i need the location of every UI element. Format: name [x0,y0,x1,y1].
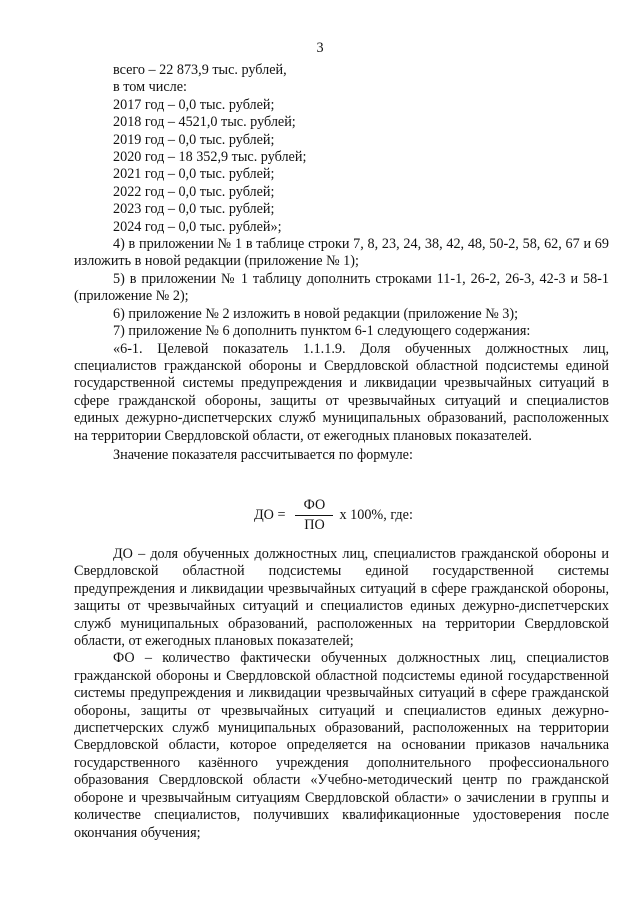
funding-block [74,62,609,464]
funding-year-2021: 2021 год – 0,0 тыс. рублей; [113,166,275,183]
formula [254,497,413,535]
funding-year-2019: 2019 год – 0,0 тыс. рублей; [113,131,275,148]
funding-year-2018: 2018 год – 4521,0 тыс. рублей; [113,114,296,131]
funding-year-2023: 2023 год – 0,0 тыс. рублей; [113,201,275,218]
formula-fraction [295,497,333,535]
definition-fo: ФО – количество фактически обученных должностных лиц, специалистов гражданской обороны и Свердловской областной подсистемы единой государственной системы предупреждения и ликвидации чрезвычайных ситуаций в сфере гражданской обороны, защиты от чрезвычайных ситуаций и специалистов единых дежурно-диспетчерских служб муниципальных образований, расположенных на территории Свердловской области, которое определяется на основании приказов начальника государственного казённого учреждения дополнительного профессионального образования Свердловской области «Учебно-методический центр по гражданской обороне и чрезвычайным ситуациям Свердловской области» о зачислении в группы и количестве специалистов, получивших квалификационные удостоверения после окончания обучения; [74,650,609,841]
formula-denominator: ПО [304,517,325,534]
definition-do: ДО – доля обученных должностных лиц, специалистов гражданской обороны и Свердловской областной подсистемы единой государственной системы предупреждения и ликвидации чрезвычайных ситуаций в сфере гражданской обороны, защиты от чрезвычайных ситуаций и специалистов единых дежурно-диспетчерских служб муниципальных образований, расположенных на территории Свердловской области, от ежегодных плановых показателей; [74,546,609,650]
funding-year-2017: 2017 год – 0,0 тыс. рублей; [113,96,275,113]
page-number: 3 [316,40,324,56]
item-4: 4) в приложении № 1 в таблице строки 7, 8, 23, 24, 38, 42, 48, 50-2, 58, 62, 67 и 69 изложить в новой редакции (приложение № 1); [74,236,609,270]
formula-numerator: ФО [303,497,326,513]
item-6: 6) приложение № 2 изложить в новой редакции (приложение № 3); [113,305,519,322]
funding-total: всего – 22 873,9 тыс. рублей, [113,62,287,78]
formula-lhs: ДО = [254,507,286,524]
definitions-block [74,546,609,842]
item-5: 5) в приложении № 1 таблицу дополнить строками 11-1, 26-2, 26-3, 42-3 и 58-1 (приложение № 2); [74,270,609,305]
funding-year-2022: 2022 год – 0,0 тыс. рублей; [113,183,275,200]
formula-intro: Значение показателя рассчитывается по формуле: [113,446,413,463]
formula-rhs: х 100%, где: [339,507,413,524]
indicator-paragraph: «6-1. Целевой показатель 1.1.1.9. Доля обученных должностных лиц, специалистов гражданской обороны и Свердловской областной подсистемы единой государственной системы предупреждения и ликвидации чрезвычайных ситуаций в сфере гражданской обороны, защиты от чрезвычайных ситуаций и специалистов единых дежурно-диспетчерских служб муниципальных образований, расположенных на территории Свердловской области, от ежегодных плановых показателей. [74,340,609,444]
funding-including: в том числе: [113,79,187,96]
item-7: 7) приложение № 6 дополнить пунктом 6-1 следующего содержания: [113,323,531,340]
funding-year-2024: 2024 год – 0,0 тыс. рублей»; [113,218,282,235]
funding-year-2020: 2020 год – 18 352,9 тыс. рублей; [113,149,307,166]
